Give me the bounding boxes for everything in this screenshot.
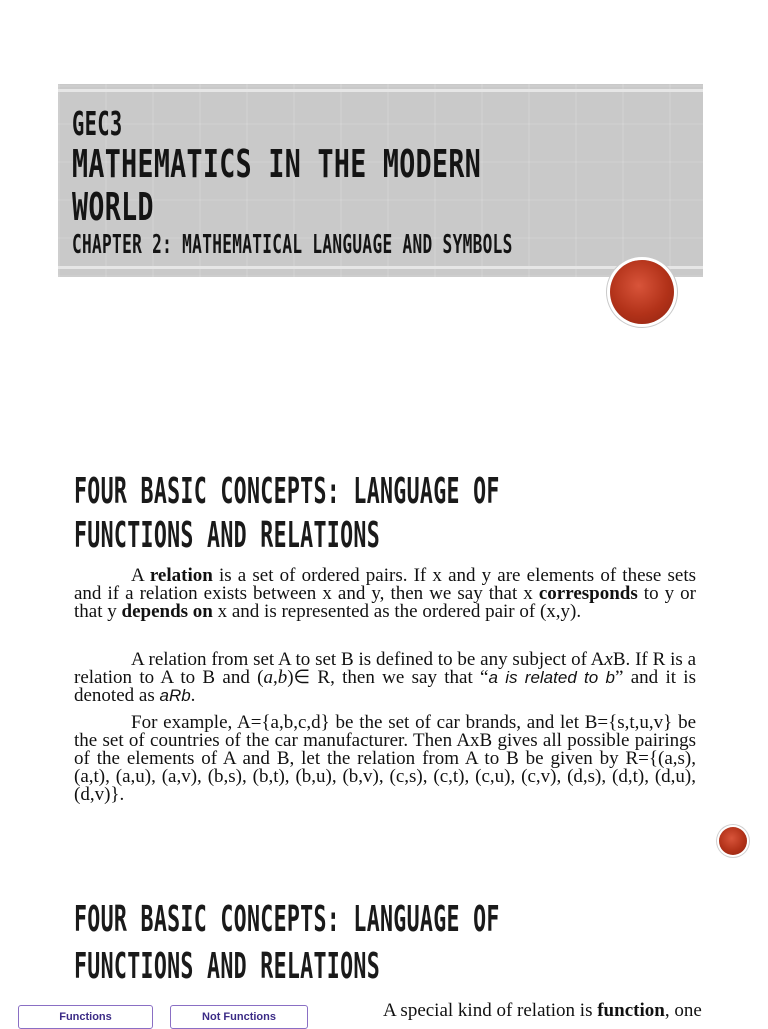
- banner-top-rule: [58, 89, 703, 92]
- p2-var-a: a: [263, 667, 273, 688]
- subject-title-line1: MATHEMATICS IN THE MODERN: [72, 142, 482, 186]
- p2-related-phrase: a is related to b: [488, 668, 615, 687]
- p2-cross: x: [604, 649, 613, 670]
- slide-heading-line1: FOUR BASIC CONCEPTS: LANGUAGE OF: [74, 471, 500, 512]
- p2-notation-arb: aRb: [159, 686, 191, 705]
- paragraph-relation-definition: [74, 567, 696, 621]
- p2-comma: ,: [272, 667, 278, 688]
- p2-text-b: B. If R is a relation to A to B and (: [74, 649, 696, 688]
- paragraph-example: [74, 714, 696, 804]
- functions-label-box: Functions: [18, 1005, 153, 1029]
- title-banner: [58, 84, 703, 277]
- p4-term-function: function: [597, 1000, 665, 1021]
- p2-text-c: )∈ R, then we say that “: [287, 667, 489, 688]
- p1-term-depends-on: depends on: [121, 601, 213, 622]
- p2-text-d: ” and it is denoted as: [74, 667, 696, 706]
- slide-heading-line2: FUNCTIONS AND RELATIONS: [74, 946, 380, 987]
- banner-bottom-rule: [58, 266, 703, 269]
- paragraph-relation-from-a-to-b: [74, 651, 696, 705]
- p1-text-b: is a set of ordered pairs. If x and y are elements of these sets and if a relation exists between x and y, then we say that x: [74, 565, 696, 604]
- red-circle-ornament: [610, 260, 674, 324]
- p2-var-b: b: [277, 667, 288, 688]
- not-functions-label-box: Not Functions: [170, 1005, 308, 1029]
- course-code: GEC3: [72, 104, 123, 143]
- p1-term-relation: relation: [149, 565, 213, 586]
- subject-title-line2: WORLD: [72, 185, 154, 229]
- slide-heading-line1: FOUR BASIC CONCEPTS: LANGUAGE OF: [74, 899, 500, 940]
- red-circle-ornament-small: [719, 827, 747, 855]
- p2-text-e: .: [190, 685, 196, 706]
- p1-text-a: A: [131, 565, 150, 586]
- p1-term-corresponds: corresponds: [538, 583, 638, 604]
- slide-heading-line2: FUNCTIONS AND RELATIONS: [74, 515, 380, 556]
- paragraph-function-intro: [383, 1000, 763, 1022]
- p1-text-c: to y or that y: [74, 583, 696, 622]
- title-slide: [0, 0, 768, 440]
- p4-text-b: , one: [664, 1000, 702, 1021]
- p1-text-d: x and is represented as the ordered pair of (x,y).: [212, 601, 582, 622]
- p3-text: For example, A={a,b,c,d} be the set of car brands, and let B={s,t,u,v} be the set of countries of the car manufacturer. Then AxB gives all possible pairings of the elements of A and B, let the relation from A to B be given by R={(a,s), (a,t), (a,u), (a,v), (b,s), (b,t), (b,u), (b,v), (c,s), (c,t), (c,u), (c,v), (d,s), (d,t), (d,u), (d,v)}.: [74, 712, 696, 805]
- chapter-title: CHAPTER 2: MATHEMATICAL LANGUAGE AND SYMBOLS: [72, 230, 513, 260]
- p4-text-a: A special kind of relation is: [383, 1000, 598, 1021]
- p2-text-a: A relation from set A to set B is defined to be any subject of A: [131, 649, 605, 670]
